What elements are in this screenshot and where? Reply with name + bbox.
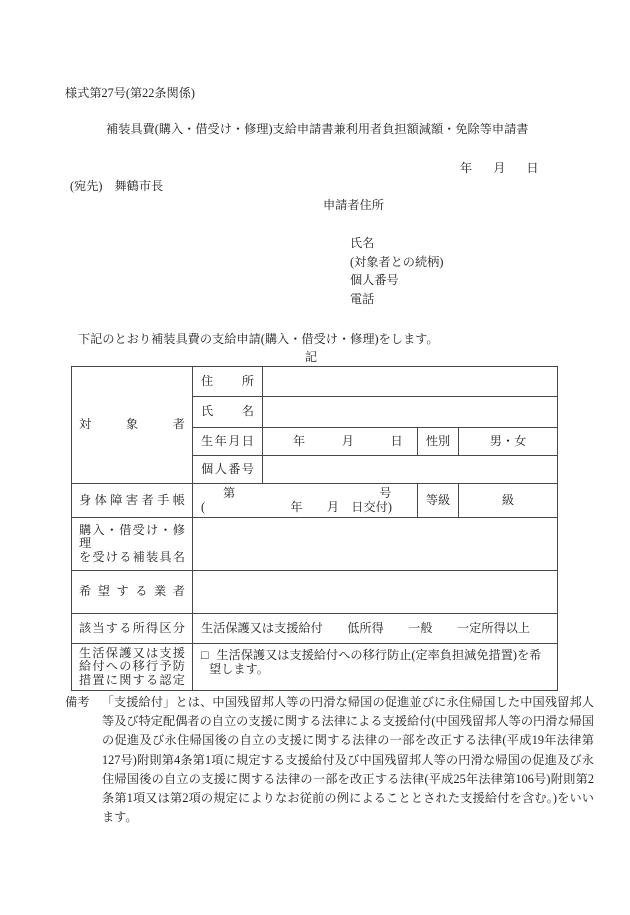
- nintei-option-text: 生活保護又は支援給付への移行防止(定率負担減免措置)を希望します。: [209, 648, 542, 676]
- name-label-cell: 氏名: [193, 397, 263, 428]
- device-label-line2: を受ける補装具名: [79, 549, 185, 564]
- applicant-address-label: 申請者住所: [323, 198, 384, 212]
- nintei-label-line3: 措置に関する認定: [79, 672, 185, 687]
- date-year-label: 年: [460, 161, 473, 175]
- nintei-label-cell: [72, 644, 193, 691]
- device-label-cell: [72, 518, 193, 571]
- remarks-block: [65, 693, 594, 827]
- subject-header-cell: 対象者: [72, 367, 193, 484]
- form-number: 様式第27号(第22条関係): [65, 86, 195, 100]
- remarks-label: 備考: [65, 695, 90, 709]
- date-day-label: 日: [526, 161, 539, 175]
- recipient-line: [70, 177, 163, 194]
- recipient-label: (宛先): [70, 179, 103, 193]
- personal-number-value-cell: [263, 456, 558, 484]
- page-title: 補装具費(購入・借受け・修理)支給申請書兼利用者負担額減額・免除等申請書: [106, 122, 529, 136]
- grade-label-cell: 等級: [418, 484, 459, 518]
- vendor-label-cell: 希望する業者: [72, 571, 193, 614]
- device-value-cell: [193, 518, 558, 571]
- application-table: [71, 366, 558, 691]
- nintei-label-line2: 給付への移行予防: [79, 659, 185, 674]
- applicant-name-label: 氏名: [350, 236, 375, 250]
- techo-number-prefix: 第: [223, 485, 236, 500]
- remarks-text: 「支援給付」とは、中国残留邦人等の円滑な帰国の促進並びに永住帰国した中国残留邦人等及び特定配偶者の自立の支援に関する法律による支援給付(中国残留邦人等の円滑な帰国の促進及び永住帰国後の自立の支援に関する法律の一部を改正する法律(平成19年法律第127号)附則第4条第1項に規定する支援給付及び中国残留邦人等の円滑な帰国の促進及び永住帰国後の自立の支援に関する法律の一部を改正する法律(平成25年法律第106号)附則第2条第1項又は第2項の規定によりなお従前の例によることとされた支援給付を含む。)をいいます。: [101, 695, 594, 825]
- device-label-line1: 購入・借受け・修理: [79, 522, 185, 551]
- address-value-cell: [263, 367, 558, 397]
- grade-value-cell: 級: [459, 484, 558, 518]
- techo-issue-date-line: ( 年 月 日交付): [201, 499, 392, 514]
- personal-number-label-cell: 個人番号: [193, 456, 263, 484]
- sex-value-cell: 男・女: [459, 428, 558, 456]
- techo-label-cell: 身体障害者手帳: [72, 484, 193, 518]
- ki-heading: 記: [304, 350, 318, 364]
- nintei-option-cell: [193, 644, 558, 691]
- techo-number-line: [201, 487, 409, 501]
- applicant-fields: [350, 234, 443, 309]
- recipient-name: 舞鶴市長: [114, 179, 164, 193]
- applicant-number-label: 個人番号: [350, 273, 399, 288]
- address-label-cell: 住所: [193, 367, 263, 397]
- nintei-label-line1: 生活保護又は支援: [79, 645, 185, 660]
- checkbox-icon: □: [201, 648, 209, 662]
- income-options-cell: 生活保護又は支援給付 低所得 一般 一定所得以上: [193, 614, 558, 644]
- date-month-label: 月: [493, 161, 506, 175]
- vendor-value-cell: [193, 571, 558, 614]
- name-value-cell: [263, 397, 558, 428]
- applicant-phone-label: 電話: [350, 292, 375, 307]
- techo-number-suffix: 号: [379, 485, 392, 500]
- applicant-relationship-label: (対象者との続柄): [350, 254, 444, 269]
- birth-value-cell: 年 月 日: [263, 428, 418, 456]
- date-line: [460, 159, 539, 176]
- techo-number-cell: [193, 484, 418, 518]
- intro-line: 下記のとおり補装具費の支給申請(購入・借受け・修理)をします。: [78, 332, 439, 346]
- birth-label-cell: 生年月日: [193, 428, 263, 456]
- sex-label-cell: 性別: [418, 428, 459, 456]
- income-label-cell: 該当する所得区分: [72, 614, 193, 644]
